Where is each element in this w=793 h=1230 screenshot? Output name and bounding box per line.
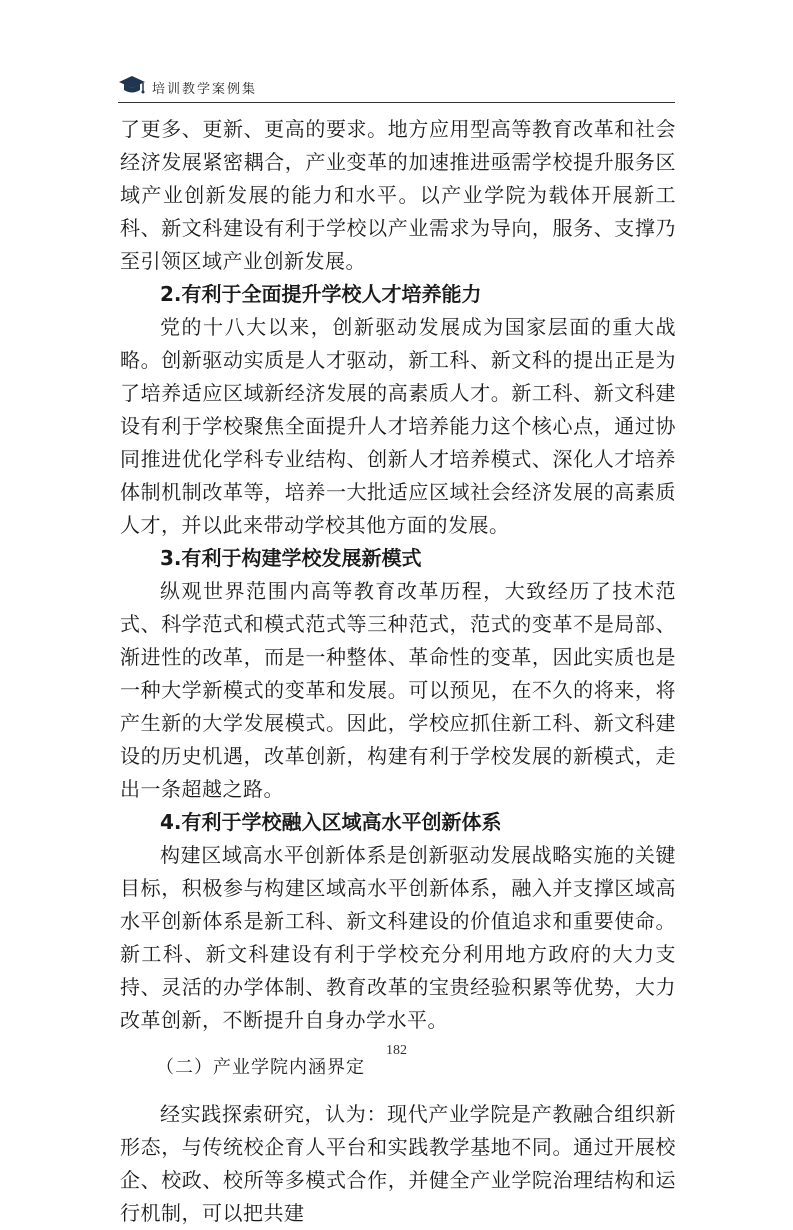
- header-rule: [118, 102, 675, 103]
- page-number: 182: [386, 1043, 407, 1058]
- header-title: 培训教学案例集: [152, 82, 258, 97]
- subheading: 2.有利于全面提升学校人才培养能力: [160, 282, 482, 306]
- paragraph: 纵观世界范围内高等教育改革历程，大致经历了技术范式、科学范式和模式范式等三种范式，范式的变革不是局部、渐进性的改革，而是一种整体、革命性的变革，因此实质也是一种大学新模式的变革和发展。可以预见，在不久的将来，将产生新的大学发展模式。因此，学校应抓住新工科、新文科建设的历史机遇，改革创新，构建有利于学校发展的新模式，走出一条超越之路。: [120, 579, 676, 801]
- paragraph: 了更多、更新、更高的要求。地方应用型高等教育改革和社会经济发展紧密耦合，产业变革的加速推进亟需学校提升服务区域产业创新发展的能力和水平。以产业学院为载体开展新工科、新文科建设有利于学校以产业需求为导向，服务、支撑乃至引领区域产业创新发展。: [120, 117, 676, 273]
- page-body: [120, 113, 676, 1230]
- paragraph: 经实践探索研究，认为：现代产业学院是产教融合组织新形态，与传统校企育人平台和实践教学基地不同。通过开展校企、校政、校所等多模式合作，并健全产业学院治理结构和运行机制，可以把共建: [120, 1102, 676, 1225]
- paragraph: 党的十八大以来，创新驱动发展成为国家层面的重大战略。创新驱动实质是人才驱动，新工科、新文科的提出正是为了培养适应区域新经济发展的高素质人才。新工科、新文科建设有利于学校聚焦全面提升人才培养能力这个核心点，通过协同推进优化学科专业结构、创新人才培养模式、深化人才培养体制机制改革等，培养一大批适应区域社会经济发展的高素质人才，并以此来带动学校其他方面的发展。: [120, 315, 676, 537]
- paragraph: 构建区域高水平创新体系是创新驱动发展战略实施的关键目标，积极参与构建区域高水平创新体系，融入并支撑区域高水平创新体系是新工科、新文科建设的价值追求和重要使命。新工科、新文科建设有利于学校充分利用地方政府的大力支持、灵活的办学体制、教育改革的宝贵经验积累等优势，大力改革创新，不断提升自身办学水平。: [120, 843, 676, 1032]
- section-heading: （二）产业学院内涵界定: [156, 1057, 365, 1078]
- subheading: 3.有利于构建学校发展新模式: [160, 546, 422, 570]
- running-header: [118, 74, 678, 100]
- graduation-cap-icon: [118, 74, 146, 96]
- subheading: 4.有利于学校融入区域高水平创新体系: [160, 810, 502, 834]
